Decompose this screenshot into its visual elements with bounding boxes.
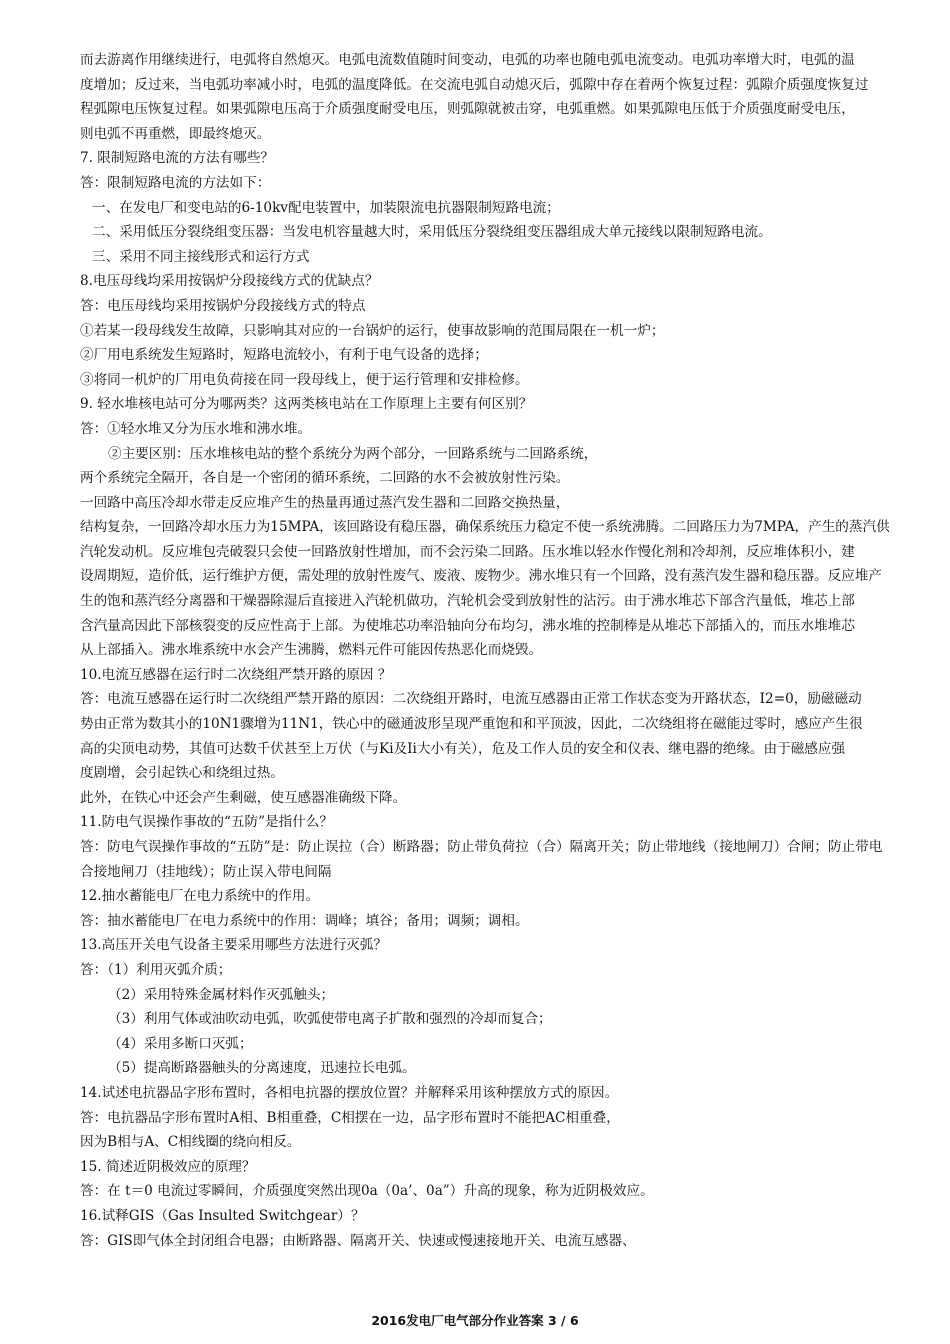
text-line: 一、在发电厂和变电站的6-10kv配电装置中，加装限流电抗器限制短路电流； — [92, 199, 560, 216]
text-line: 结构复杂，一回路冷却水压力为15MPA，该回路设有稳压器，确保系统压力稳定不使一系统沸腾。二回路压力为7MPA，产生的蒸汽供 — [80, 519, 890, 536]
text-line: 12.抽水蓄能电厂在电力系统中的作用。 — [80, 888, 320, 905]
text-line: 设周期短，造价低，运行维护方便，需处理的放射性废气、废液、废物少。沸水堆只有一个回路，没有蒸汽发生器和稳压器。反应堆产 — [80, 568, 883, 585]
text-line: （5）提高断路器触头的分离速度，迅速拉长电弧。 — [108, 1060, 416, 1077]
text-line: 势由正常为数其小的10N1骤增为11N1，铁心中的磁通波形呈现严重饱和和平顶波，因此，二次绕组将在磁能过零时，感应产生很 — [80, 716, 863, 733]
text-line: 11.防电气误操作事故的“五防”是指什么？ — [80, 814, 334, 831]
text-line: （3）利用气体或油吹动电弧，吹弧使带电离子扩散和强烈的冷却而复合； — [108, 1011, 552, 1028]
text-line: 答：在 t＝0 电流过零瞬间，介质强度突然出现0a（0a’、0a”）升高的现象，称为近阴极效应。 — [80, 1183, 654, 1200]
text-line: 两个系统完全隔开，各自是一个密闭的循环系统，二回路的水不会被放射性污染。 — [80, 470, 570, 487]
text-line: ②主要区别：压水堆核电站的整个系统分为两个部分，一回路系统与二回路系统， — [108, 445, 598, 462]
text-line: 生的饱和蒸汽经分离器和干燥器除湿后直接进入汽轮机做功，汽轮机会受到放射性的沾污。由于沸水堆芯下部含汽量低，堆芯上部 — [80, 593, 855, 610]
text-line: 答：电流互感器在运行时二次绕组严禁开路的原因：二次绕组开路时，电流互感器由正常工作状态变为开路状态，I2=0，励磁磁动 — [80, 691, 862, 708]
text-line: 则电弧不再重燃，即最终熄灭。 — [80, 125, 271, 142]
text-line: 答：限制短路电流的方法如下： — [80, 174, 271, 191]
text-line: ①若某一段母线发生故障，只影响其对应的一台锅炉的运行，使事故影响的范围局限在一机一炉； — [80, 322, 665, 339]
text-line: 因为B相与A、C相线圈的绕向相反。 — [80, 1134, 301, 1151]
text-line: 程弧隙电压恢复过程。如果弧隙电压高于介质强度耐受电压，则弧隙就被击穿，电弧重燃。如果弧隙电压低于介质强度耐受电压， — [80, 101, 855, 118]
text-line: 而去游离作用继续进行，电弧将自然熄灭。电弧电流数值随时间变动，电弧的功率也随电弧电流变动。电弧功率增大时，电弧的温 — [80, 52, 855, 68]
text-line: ③将同一机炉的厂用电负荷接在同一段母线上，便于运行管理和安排检修。 — [80, 371, 529, 388]
text-line: 9. 轻水堆核电站可分为哪两类？这两类核电站在工作原理上主要有何区别？ — [80, 396, 533, 413]
text-line: 答：①轻水堆又分为压水堆和沸水堆。 — [80, 420, 312, 437]
text-line: 答：（1）利用灭弧介质； — [80, 961, 232, 978]
text-line: 答：电抗器品字形布置时A相、B相重叠，C相摆在一边，品字形布置时不能把AC相重叠， — [80, 1109, 620, 1126]
text-line: （2）采用特殊金属材料作灭弧触头； — [108, 986, 335, 1003]
text-line: 二、采用低压分裂绕组变压器：当发电机容量越大时，采用低压分裂绕组变压器组成大单元接线以限制短路电流。 — [92, 224, 772, 241]
text-line: 从上部插入。沸水堆系统中水会产生沸腾，燃料元件可能因传热恶化而烧毁。 — [80, 642, 543, 659]
page-footer: 2016发电厂电气部分作业答案 3 / 6 — [371, 1313, 579, 1328]
text-line: 10.电流互感器在运行时二次绕组严禁开路的原因 ？ — [80, 666, 392, 683]
text-line: ②厂用电系统发生短路时，短路电流较小，有利于电气设备的选择； — [80, 347, 488, 364]
text-line: 15. 简述近阴极效应的原理？ — [80, 1158, 256, 1175]
text-line: 此外，在铁心中还会产生剩磁，使互感器准确级下降。 — [80, 789, 407, 806]
text-line: 合接地闸刀（挂地线）；防止误入带电间隔 — [80, 863, 332, 880]
text-line: （4）采用多断口灭弧； — [108, 1035, 253, 1052]
text-line: 16.试释GIS（Gas Insulted Switchgear）？ — [80, 1207, 365, 1224]
text-line: 度增加；反过来，当电弧功率减小时，电弧的温度降低。在交流电弧自动熄灭后，弧隙中存在着两个恢复过程：弧隙介质强度恢复过 — [80, 76, 869, 93]
text-line: 答：电压母线均采用按锅炉分段接线方式的特点 — [80, 297, 366, 314]
text-line: 答：GIS即气体全封闭组合电器；由断路器、隔离开关、快速或慢速接地开关、电流互感器、 — [80, 1232, 636, 1249]
text-line: 一回路中高压冷却水带走反应堆产生的热量再通过蒸汽发生器和二回路交换热量， — [80, 494, 570, 511]
text-line: 三、采用不同主接线形式和运行方式 — [92, 248, 310, 265]
document-body — [80, 48, 890, 1253]
text-line: 7. 限制短路电流的方法有哪些？ — [80, 150, 275, 167]
text-line: 汽轮发动机。反应堆包壳破裂只会使一回路放射性增加，而不会污染二回路。压水堆以轻水作慢化剂和冷却剂，反应堆体积小，建 — [80, 543, 855, 560]
text-line: 高的尖顶电动势，其值可达数千伏甚至上万伏（与Ki及Ii大小有关），危及工作人员的安全和仪表、继电器的绝缘。由于磁感应强 — [80, 740, 846, 757]
text-line: 答：抽水蓄能电厂在电力系统中的作用：调峰；填谷；备用；调频；调相。 — [80, 912, 529, 929]
text-line: 8.电压母线均采用按锅炉分段接线方式的优缺点？ — [80, 273, 379, 290]
text-line: 13.高压开关电气设备主要采用哪些方法进行灭弧？ — [80, 937, 388, 954]
text-line: 14.试述电抗器品字形布置时，各相电抗器的摆放位置？并解释采用该种摆放方式的原因。 — [80, 1084, 619, 1101]
text-line: 答：防电气误操作事故的“五防”是：防止误拉（合）断路器；防止带负荷拉（合）隔离开关；防止带地线（接地闸刀）合闸；防止带电 — [80, 839, 883, 855]
text-line: 含汽量高因此下部核裂变的反应性高于上部。为使堆芯功率沿轴向分布均匀，沸水堆的控制棒是从堆芯下部插入的，而压水堆堆芯 — [80, 617, 855, 634]
text-line: 度剧增，会引起铁心和绕组过热。 — [80, 765, 284, 782]
